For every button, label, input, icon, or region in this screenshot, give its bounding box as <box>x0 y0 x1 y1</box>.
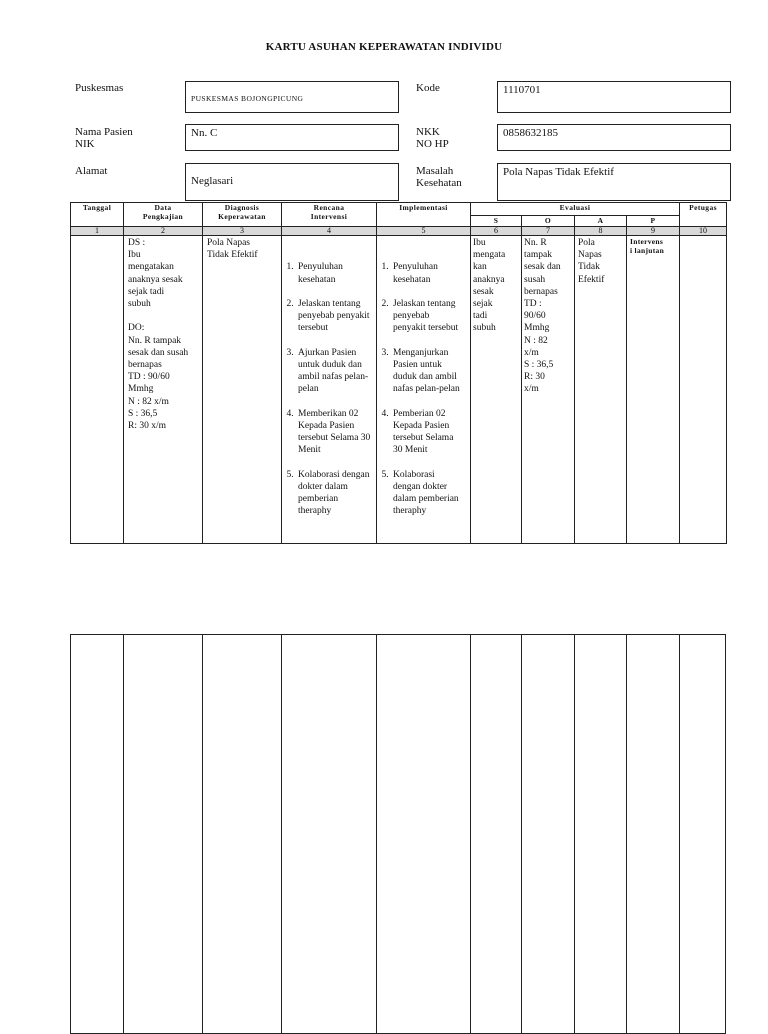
masalah-label-2: Kesehatan <box>416 177 462 189</box>
column-divider <box>679 635 680 1033</box>
header-evaluasi: Evaluasi <box>471 203 680 216</box>
cell-implementasi <box>377 236 471 544</box>
column-divider <box>202 635 203 1033</box>
cell-evaluasi-s: Ibu mengata kan anaknya sesak sejak tadi subuh <box>471 236 522 544</box>
column-divider <box>626 635 627 1033</box>
list-item: 1. Penyuluhan kesehatan <box>296 261 372 285</box>
column-divider <box>470 635 471 1033</box>
list-item: 4. Memberikan 02 Kepada Pasien tersebut Selama 30 Menit <box>296 408 372 457</box>
cell-data-pengkajian: DS : Ibu mengatakan anaknya sesak sejak tadi subuh DO: Nn. R tampak sesak dan susah bernapas TD : 90/60 Mmhg N : 82 x/m S : 36,5 R: 30 x/m <box>124 236 203 544</box>
list-item: 3. Menganjurkan Pasien untuk duduk dan ambil nafas pelan-pelan <box>391 347 464 396</box>
header-p: P <box>627 216 680 227</box>
cell-rencana <box>282 236 377 544</box>
header-tanggal: Tanggal <box>71 203 124 227</box>
column-divider <box>281 635 282 1033</box>
col-number: 10 <box>680 227 727 236</box>
list-item: 1. Penyuluhan kesehatan <box>391 261 464 285</box>
col-number: 2 <box>124 227 203 236</box>
header-diagnosis: Diagnosis Keperawatan <box>203 203 282 227</box>
column-divider <box>574 635 575 1033</box>
nama-pasien-label: Nama Pasien <box>75 126 133 138</box>
masalah-field[interactable]: Pola Napas Tidak Efektif <box>497 163 731 201</box>
header-o: O <box>522 216 575 227</box>
blank-table <box>70 634 726 1034</box>
header-data-pengkajian: Data Pengkajian <box>124 203 203 227</box>
nohp-label: NO HP <box>416 138 449 150</box>
col-number: 8 <box>575 227 627 236</box>
col-number: 5 <box>377 227 471 236</box>
col-number: 9 <box>627 227 680 236</box>
cell-tanggal <box>71 236 124 544</box>
list-item: 2. Jelaskan tentang penyebab penyakit tersebut <box>296 298 372 335</box>
kode-field[interactable]: 1110701 <box>497 81 731 113</box>
puskesmas-field[interactable]: PUSKESMAS BOJONGPICUNG <box>185 81 399 113</box>
column-divider <box>123 635 124 1033</box>
header-rencana: Rencana Intervensi <box>282 203 377 227</box>
col-number: 4 <box>282 227 377 236</box>
alamat-label: Alamat <box>75 165 108 177</box>
cell-evaluasi-p: Intervens i lanjutan <box>627 236 680 544</box>
header-s: S <box>471 216 522 227</box>
col-number: 6 <box>471 227 522 236</box>
cell-diagnosis: Pola Napas Tidak Efektif <box>203 236 282 544</box>
implementasi-list <box>378 249 464 530</box>
list-item: 5. Kolaborasi dengan dokter dalam pemberian theraphy <box>296 469 372 518</box>
cell-evaluasi-o: Nn. R tampak sesak dan susah bernapas TD : 90/60 Mmhg N : 82 x/m S : 36,5 R: 30 x/m <box>522 236 575 544</box>
page-title: KARTU ASUHAN KEPERAWATAN INDIVIDU <box>265 41 503 53</box>
column-divider <box>521 635 522 1033</box>
list-item: 2. Jelaskan tentang penyebab penyakit tersebut <box>391 298 464 335</box>
cell-petugas <box>680 236 727 544</box>
col-number: 1 <box>71 227 124 236</box>
col-number: 3 <box>203 227 282 236</box>
header-a: A <box>575 216 627 227</box>
kode-label: Kode <box>416 82 440 94</box>
list-item: 4. Pemberian 02 Kepada Pasien tersebut Selama 30 Menit <box>391 408 464 457</box>
cell-evaluasi-a: Pola Napas Tidak Efektif <box>575 236 627 544</box>
rencana-list <box>283 249 372 530</box>
col-number: 7 <box>522 227 575 236</box>
header-implementasi: Implementasi <box>377 203 471 227</box>
list-item: 5. Kolaborasi dengan dokter dalam pemberian theraphy <box>391 469 464 518</box>
puskesmas-label: Puskesmas <box>75 82 124 94</box>
nkk-field[interactable]: 0858632185 <box>497 124 731 151</box>
asuhan-table <box>70 202 727 544</box>
header-petugas: Petugas <box>680 203 727 227</box>
nik-label: NIK <box>75 138 95 150</box>
masalah-label-1: Masalah <box>416 165 454 177</box>
alamat-field[interactable]: Neglasari <box>185 163 399 201</box>
list-item: 3. Ajurkan Pasien untuk duduk dan ambil nafas pelan-pelan <box>296 347 372 396</box>
column-divider <box>376 635 377 1033</box>
nkk-label: NKK <box>416 126 440 138</box>
nama-pasien-field[interactable]: Nn. C <box>185 124 399 151</box>
